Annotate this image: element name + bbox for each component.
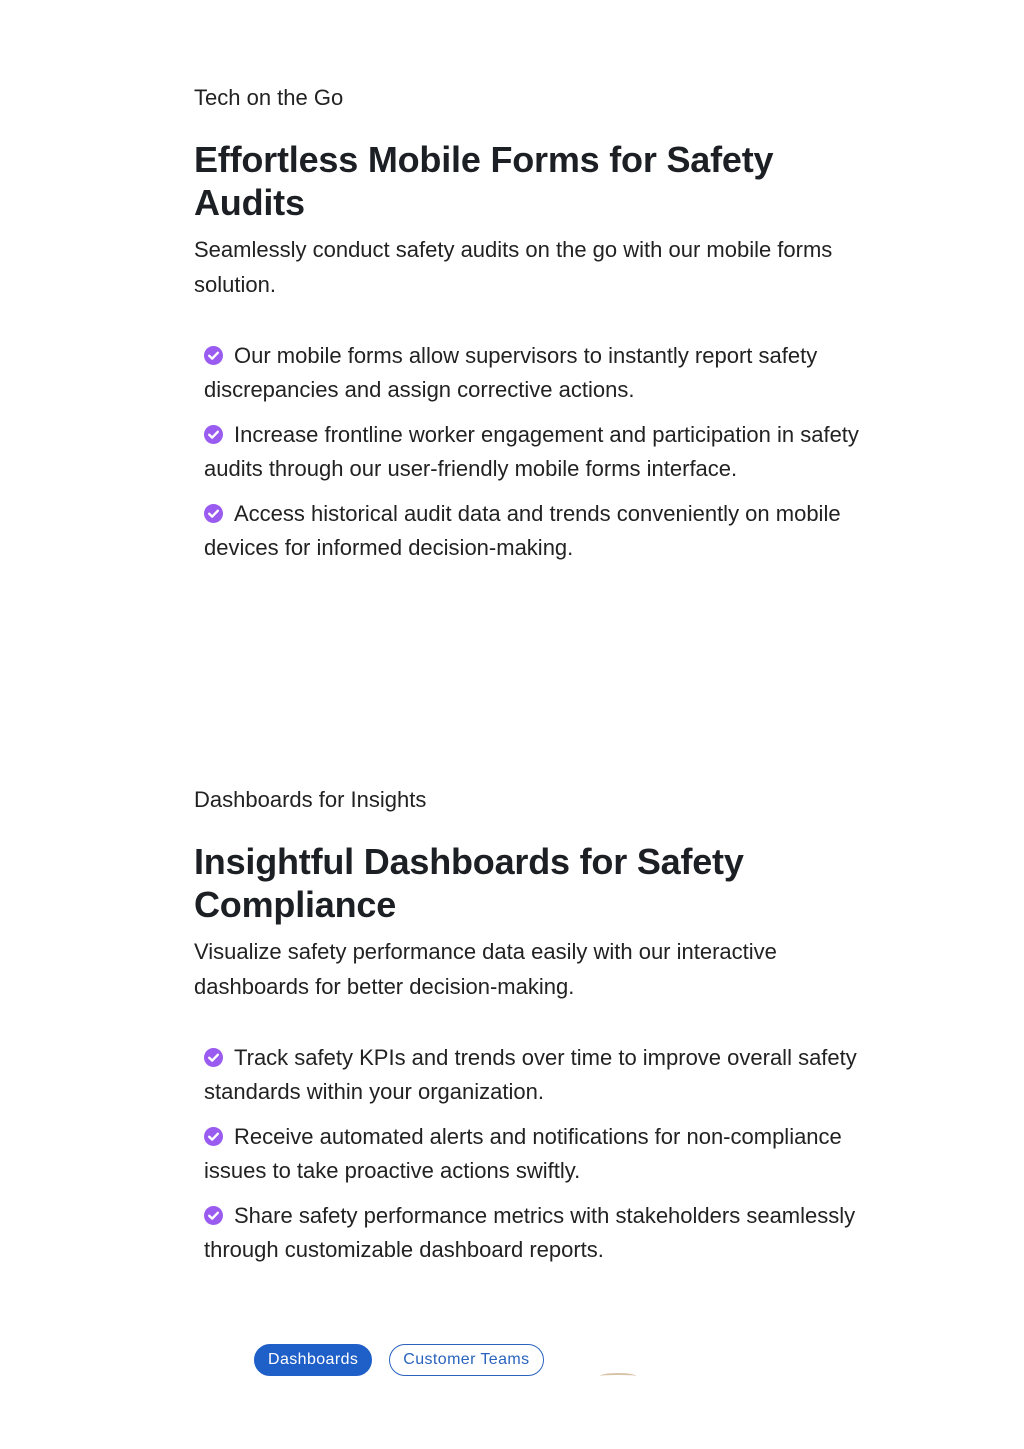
feature-text: Track safety KPIs and trends over time to improve overall safety standards within your organization. (204, 1045, 857, 1104)
mobile-forms-section (194, 84, 874, 576)
check-circle-icon (204, 346, 223, 365)
tab-dashboards[interactable]: Dashboards (254, 1344, 372, 1376)
section-description: Seamlessly conduct safety audits on the go with our mobile forms solution. (194, 237, 833, 297)
feature-text: Share safety performance metrics with stakeholders seamlessly through customizable dashboard reports. (204, 1203, 856, 1262)
feature-text: Access historical audit data and trends conveniently on mobile devices for informed decision-making. (204, 501, 841, 560)
feature-item (204, 339, 874, 407)
section-title: Effortless Mobile Forms for Safety Audits (194, 139, 774, 223)
feature-text: Increase frontline worker engagement and participation in safety audits through our user-friendly mobile forms interface. (204, 422, 859, 481)
feature-item (204, 418, 874, 486)
feature-item (204, 1199, 874, 1267)
check-circle-icon (204, 504, 223, 523)
check-circle-icon (204, 1127, 223, 1146)
section-eyebrow: Dashboards for Insights (194, 787, 427, 812)
tab-customer-teams[interactable]: Customer Teams (389, 1344, 543, 1376)
section-title: Insightful Dashboards for Safety Compliance (194, 841, 744, 925)
feature-list (204, 1041, 874, 1267)
showcase-image-edge (600, 1373, 636, 1379)
feature-item (204, 1120, 874, 1188)
section-description: Visualize safety performance data easily with our interactive dashboards for better decision-making. (194, 939, 777, 999)
check-circle-icon (204, 1206, 223, 1225)
check-circle-icon (204, 1048, 223, 1067)
feature-text: Our mobile forms allow supervisors to instantly report safety discrepancies and assign corrective actions. (204, 343, 818, 402)
check-circle-icon (204, 425, 223, 444)
dashboards-section (194, 786, 874, 1278)
feature-item (204, 497, 874, 565)
showcase-tabs (254, 1344, 544, 1376)
section-eyebrow: Tech on the Go (194, 85, 344, 110)
feature-list (204, 339, 874, 565)
feature-text: Receive automated alerts and notifications for non-compliance issues to take proactive actions swiftly. (204, 1124, 842, 1183)
feature-item (204, 1041, 874, 1109)
